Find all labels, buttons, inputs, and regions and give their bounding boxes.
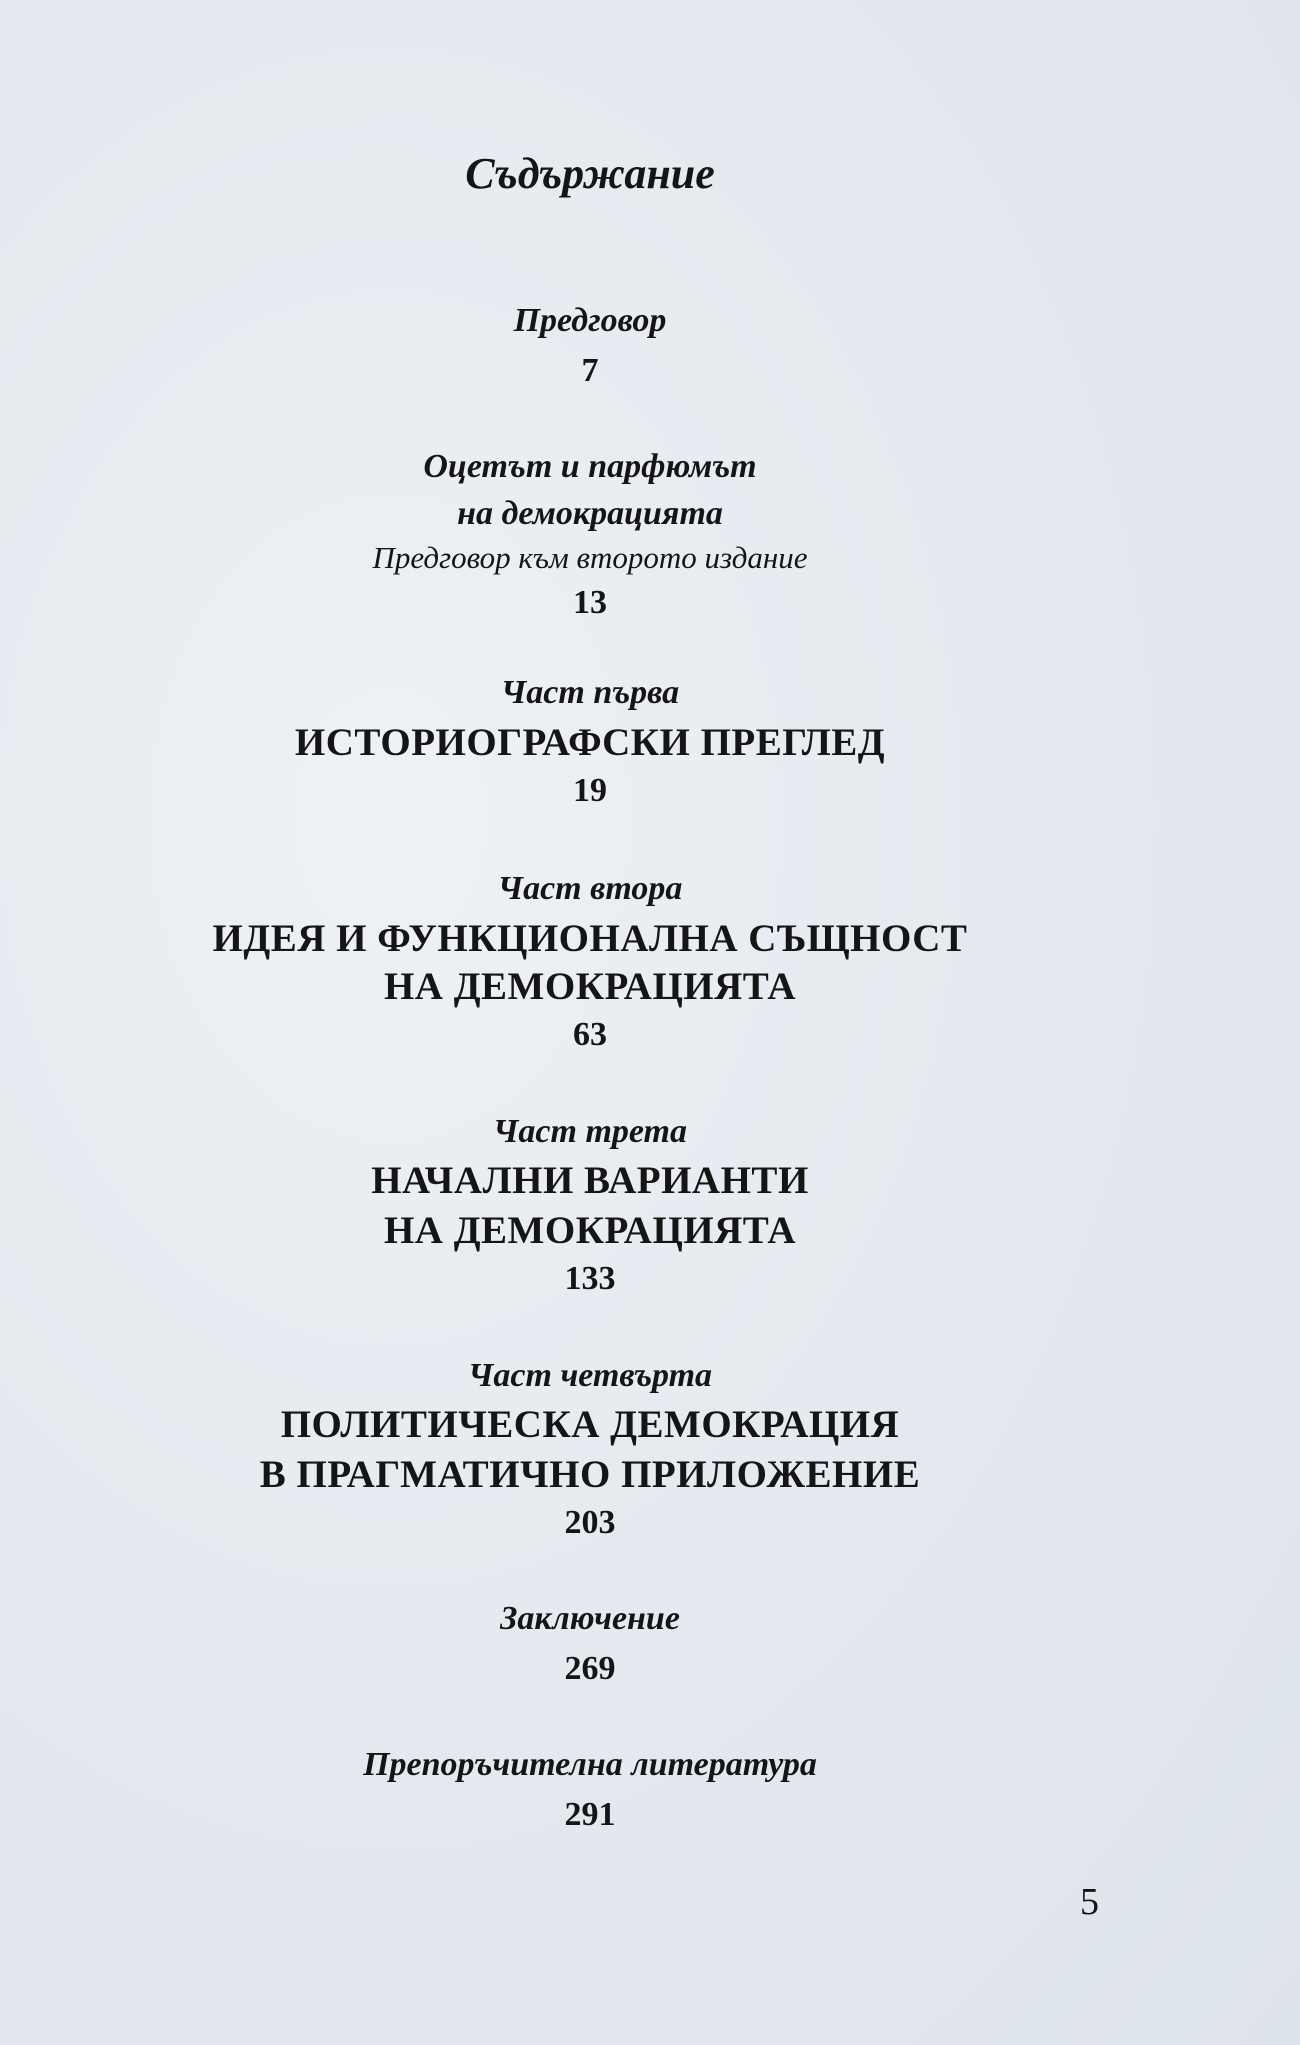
part1-page: 19 (573, 772, 607, 809)
part4-page: 203 (564, 1504, 616, 1541)
part4-title-line2[interactable]: В ПРАГМАТИЧНО ПРИЛОЖЕНИЕ (259, 1453, 921, 1496)
part3-title-line2[interactable]: НА ДЕМОКРАЦИЯТА (383, 1209, 797, 1252)
part2-title-line1[interactable]: ИДЕЯ И ФУНКЦИОНАЛНА СЪЩНОСТ (212, 917, 968, 960)
part2-page: 63 (573, 1016, 607, 1053)
part4-title-line1[interactable]: ПОЛИТИЧЕСКА ДЕМОКРАЦИЯ (280, 1403, 900, 1446)
conclusion-page: 269 (564, 1650, 616, 1687)
part3-label: Част трета (492, 1113, 687, 1150)
part3-page: 133 (564, 1260, 616, 1297)
toc-heading: Съдържание (465, 149, 715, 198)
part1-title[interactable]: ИСТОРИОГРАФСКИ ПРЕГЛЕД (294, 721, 886, 764)
literature-page: 291 (564, 1796, 616, 1833)
literature-title[interactable]: Препоръчителна литература (363, 1746, 817, 1783)
foreword-page: 7 (581, 352, 599, 389)
foreword-title[interactable]: Предговор (513, 302, 667, 339)
vinegar-subtitle: Предговор към второто издание (372, 540, 808, 575)
vinegar-title-line2[interactable]: на демокрацията (457, 495, 723, 532)
page-folio: 5 (1080, 1881, 1099, 1923)
part1-label: Част първа (500, 674, 680, 711)
part2-label: Част втора (497, 870, 683, 907)
part4-label: Част четвърта (467, 1357, 713, 1394)
conclusion-title[interactable]: Заключение (500, 1600, 680, 1637)
part3-title-line1[interactable]: НАЧАЛНИ ВАРИАНТИ (371, 1159, 809, 1202)
vinegar-page: 13 (573, 584, 607, 621)
part2-title-line2[interactable]: НА ДЕМОКРАЦИЯТА (383, 965, 797, 1008)
vinegar-title-line1[interactable]: Оцетът и парфюмът (423, 448, 757, 485)
